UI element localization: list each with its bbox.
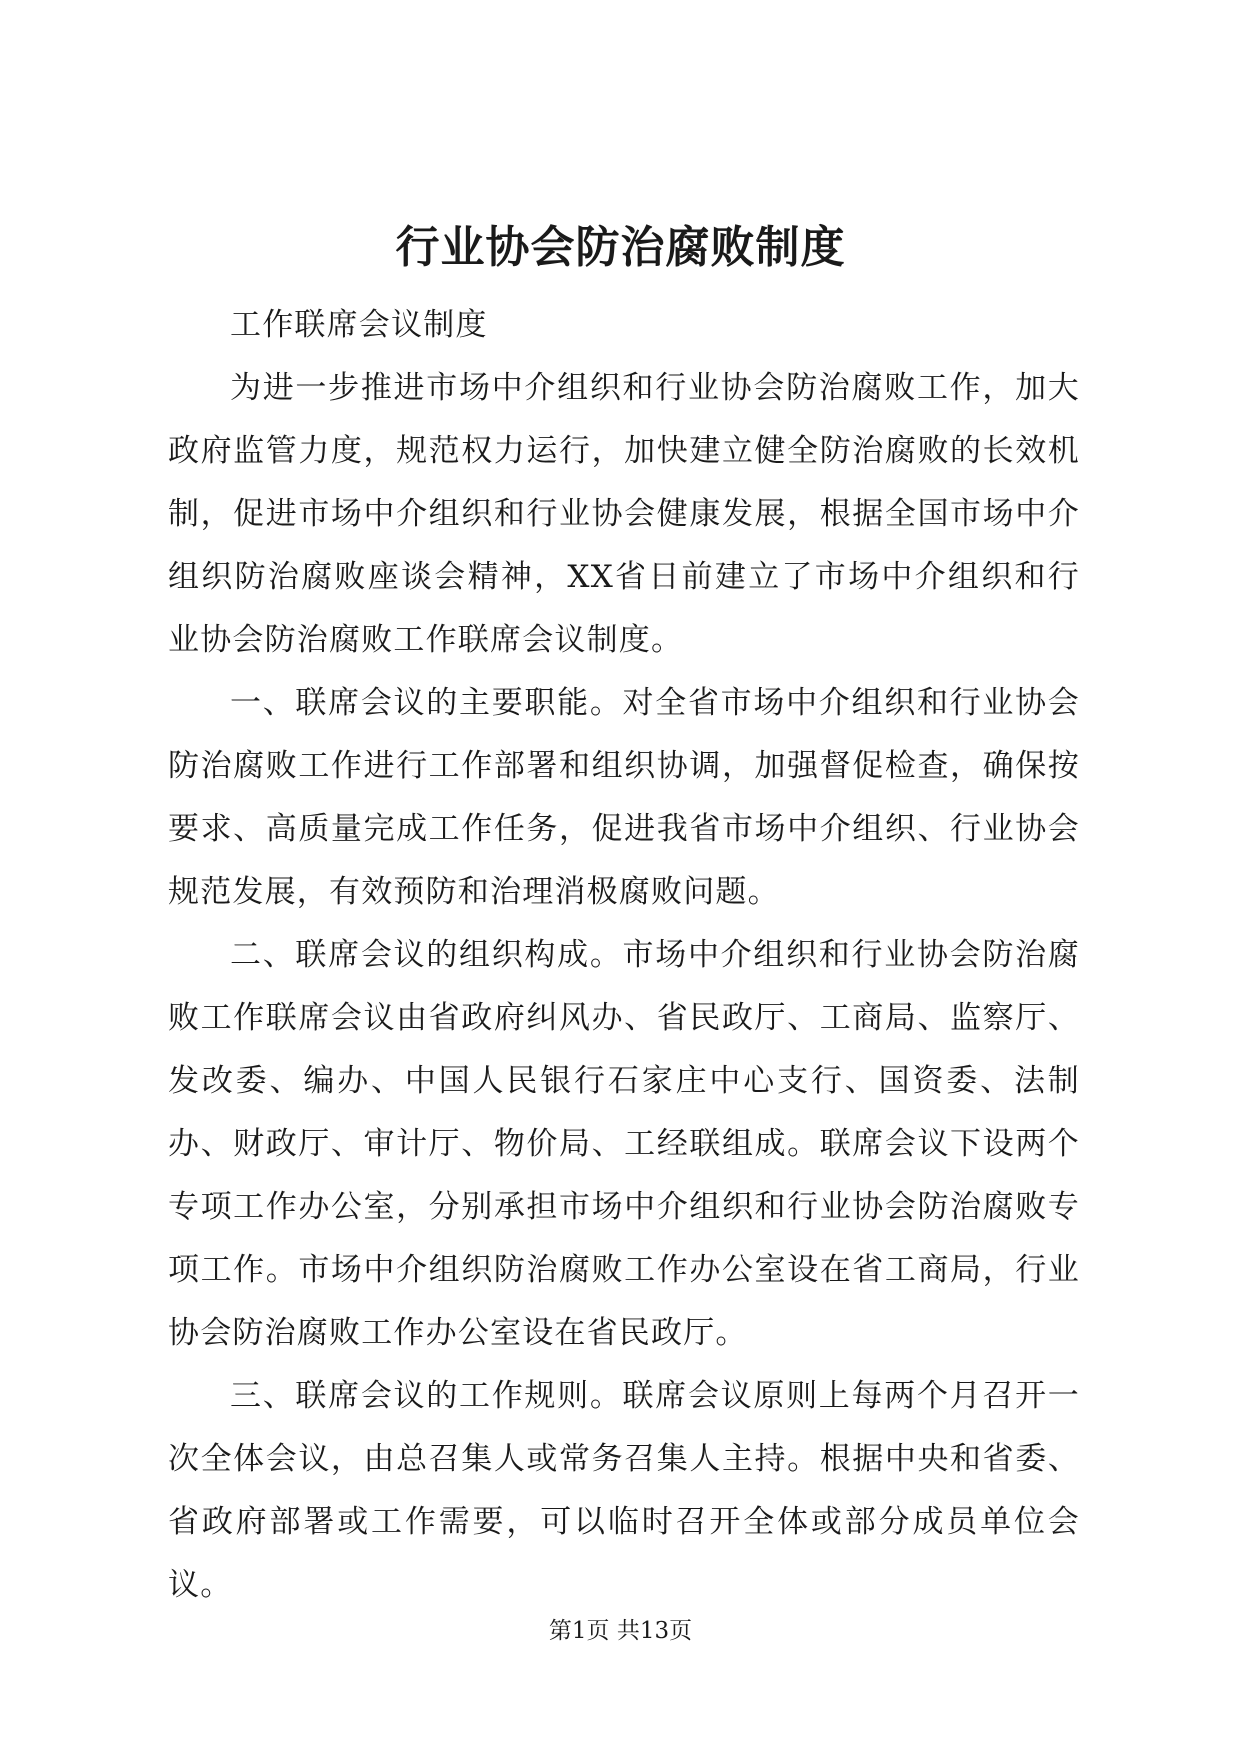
document-title: 行业协会防治腐败制度 [395,222,846,273]
page-footer: 第1页 共13页 [548,1618,693,1644]
paragraph-section-2: 二、联席会议的组织构成。市场中介组织和行业协会防治腐败工作联席会议由省政府纠风办、省民政厅、工商局、监察厅、发改委、编办、中国人民银行石家庄中心支行、国资委、法制办、财政厅、审计厅、物价局、工经联组成。联席会议下设两个专项工作办公室，分别承担市场中介组织和行业协会防治腐败专项工作。市场中介组织防治腐败工作办公室设在省工商局，行业协会防治腐败工作办公室设在省民政厅。 [168,937,1080,1351]
paragraph-section-1: 一、联席会议的主要职能。对全省市场中介组织和行业协会防治腐败工作进行工作部署和组织协调，加强督促检查，确保按要求、高质量完成工作任务，促进我省市场中介组织、行业协会规范发展，有效预防和治理消极腐败问题。 [168,685,1080,910]
document-body [168,294,1080,1617]
paragraph-section-3: 三、联席会议的工作规则。联席会议原则上每两个月召开一次全体会议，由总召集人或常务召集人主持。根据中央和省委、省政府部署或工作需要，可以临时召开全体或部分成员单位会议。 [168,1378,1080,1603]
paragraph-intro: 为进一步推进市场中介组织和行业协会防治腐败工作，加大政府监管力度，规范权力运行，加快建立健全防治腐败的长效机制，促进市场中介组织和行业协会健康发展，根据全国市场中介组织防治腐败座谈会精神，XX省日前建立了市场中介组织和行业协会防治腐败工作联席会议制度。 [168,370,1080,658]
paragraph-subtitle: 工作联席会议制度 [230,307,488,343]
